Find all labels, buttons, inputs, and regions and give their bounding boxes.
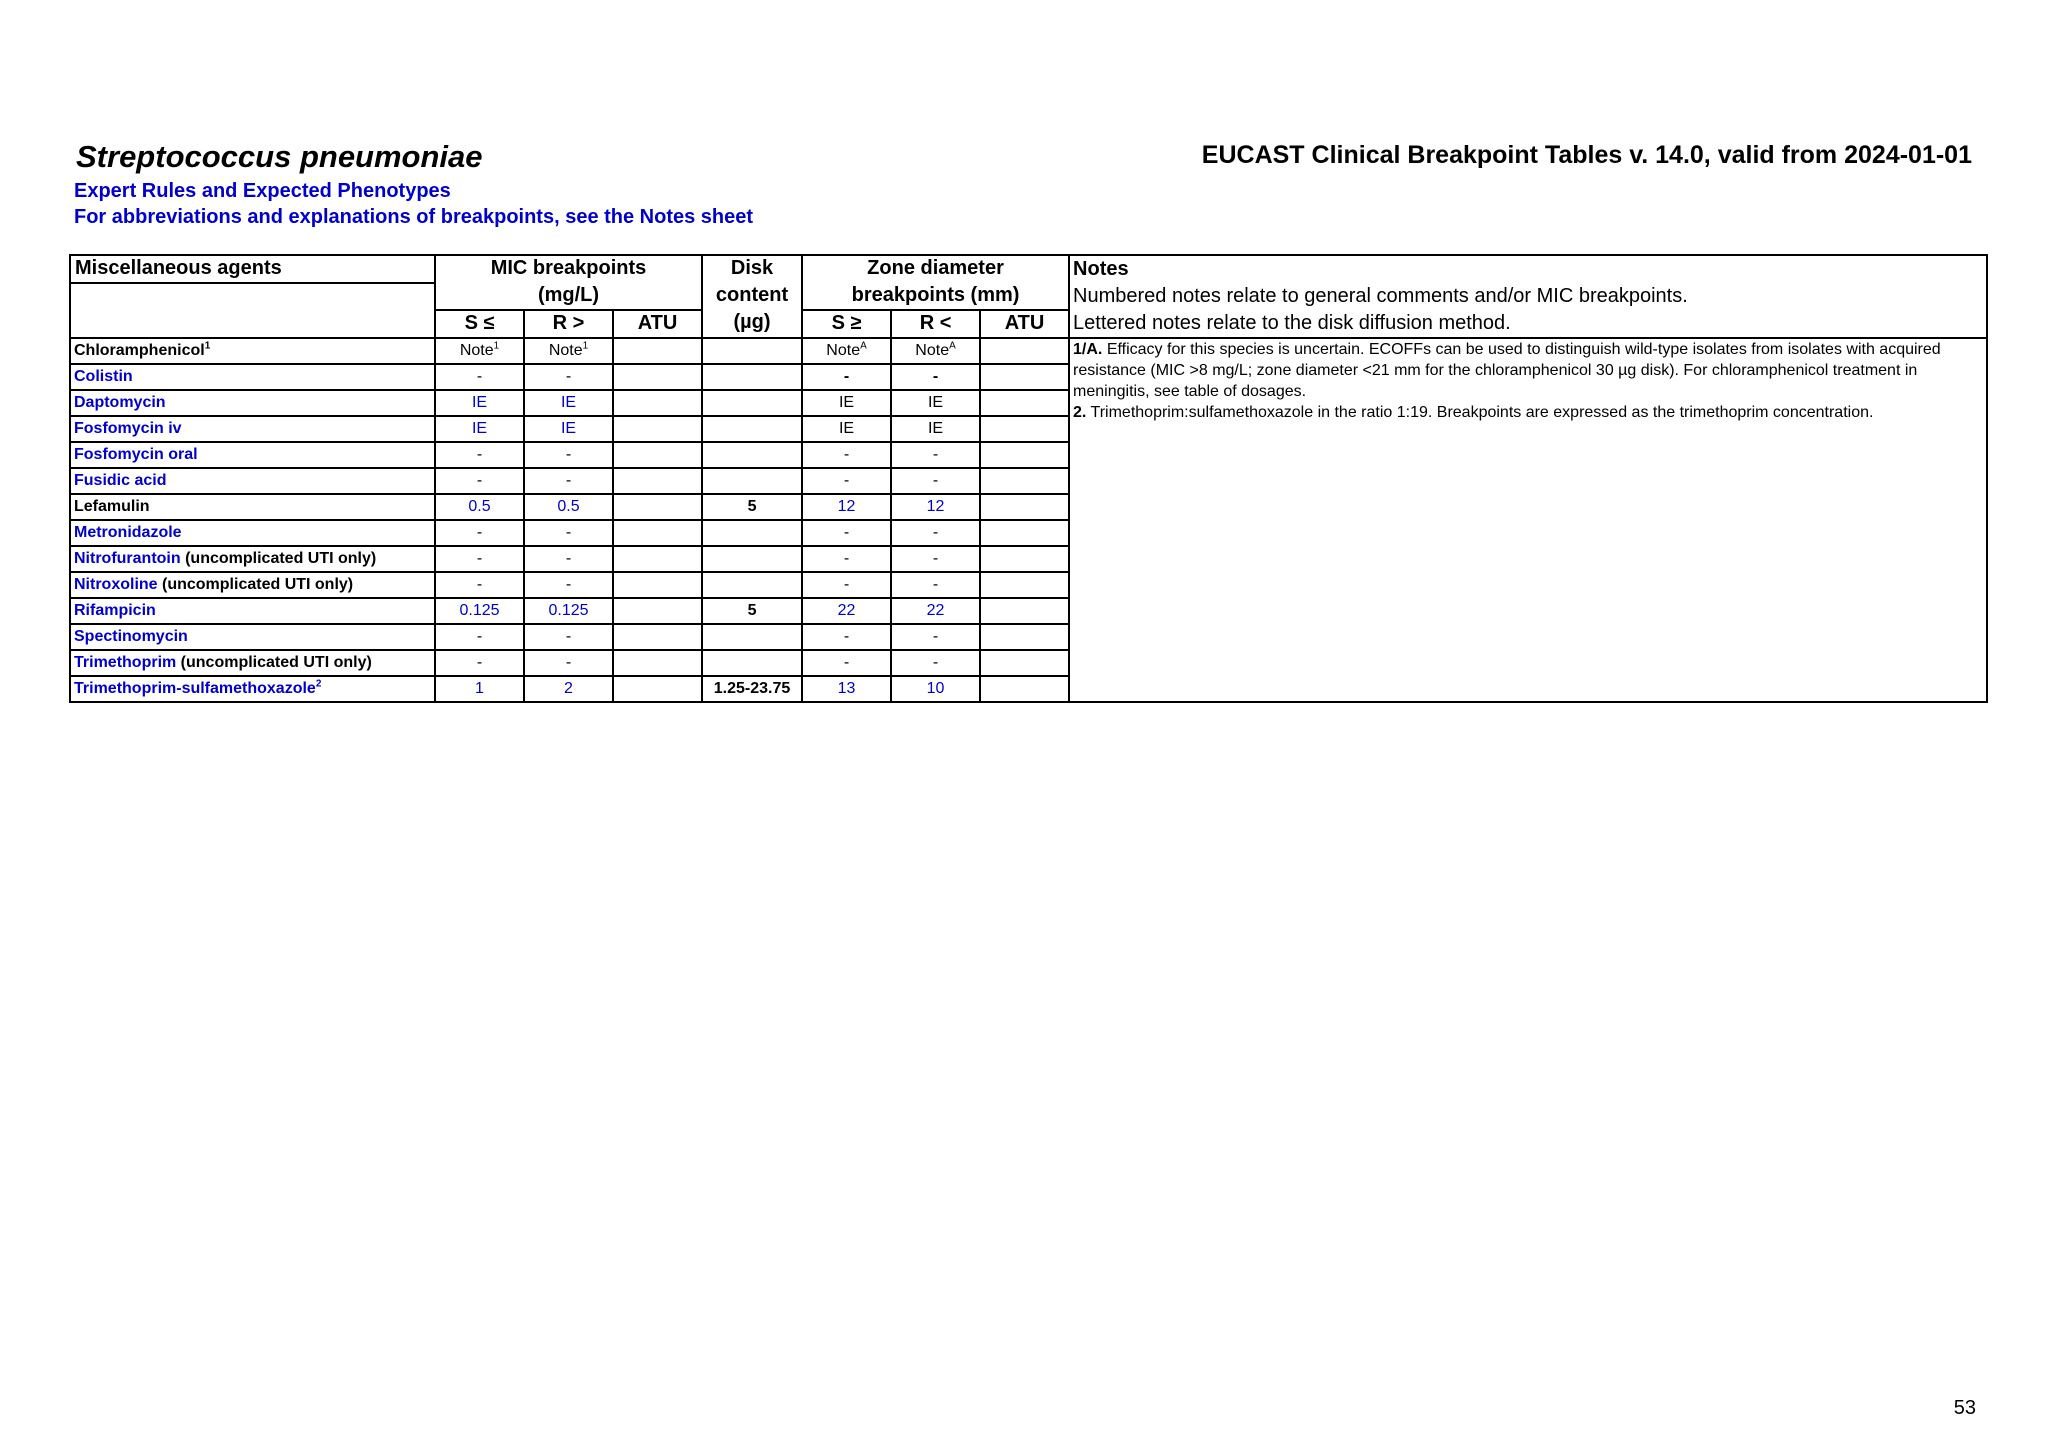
- zone-atu-value: [980, 364, 1069, 390]
- mic-r-value: -: [524, 364, 613, 390]
- mic-unit-header: (mg/L): [435, 283, 702, 310]
- mic-atu-value: [613, 650, 702, 676]
- breakpoint-table: [69, 254, 1988, 703]
- zone-s-value: 13: [802, 676, 891, 702]
- page-number: 53: [1953, 1397, 1976, 1419]
- mic-atu-value: [613, 442, 702, 468]
- zone-atu-value: [980, 468, 1069, 494]
- notes-sheet-link[interactable]: For abbreviations and explanations of breakpoints, see the Notes sheet: [74, 206, 754, 228]
- zone-r-value: -: [891, 572, 980, 598]
- mic-s-value: -: [435, 572, 524, 598]
- zone-atu-value: [980, 442, 1069, 468]
- disk-header-2: content: [702, 283, 802, 310]
- mic-r-value: -: [524, 572, 613, 598]
- agent-name: Rifampicin: [70, 598, 435, 624]
- mic-atu-value: [613, 546, 702, 572]
- mic-atu-value: [613, 598, 702, 624]
- mic-s-value: IE: [435, 390, 524, 416]
- disk-header: Disk: [702, 255, 802, 283]
- mic-r-value: IE: [524, 390, 613, 416]
- mic-s-value: -: [435, 546, 524, 572]
- mic-s-value: 1: [435, 676, 524, 702]
- disk-content-value: [702, 624, 802, 650]
- agent-name: Fosfomycin iv: [70, 416, 435, 442]
- disk-unit-header: (µg): [702, 310, 802, 338]
- mic-atu-value: [613, 494, 702, 520]
- zone-s-value: -: [802, 520, 891, 546]
- col-mic-atu: ATU: [613, 310, 702, 338]
- mic-r-value: -: [524, 624, 613, 650]
- disk-content-value: [702, 546, 802, 572]
- agent-name: Chloramphenicol$^1$: [70, 338, 435, 364]
- zone-atu-value: [980, 572, 1069, 598]
- zone-r-value: -: [891, 520, 980, 546]
- mic-atu-value: [613, 468, 702, 494]
- col-zone-r: R <: [891, 310, 980, 338]
- disk-content-value: [702, 338, 802, 364]
- mic-atu-value: [613, 416, 702, 442]
- mic-s-value: -: [435, 624, 524, 650]
- disk-content-value: [702, 390, 802, 416]
- zone-r-value: 22: [891, 598, 980, 624]
- agents-header: Miscellaneous agents: [70, 255, 435, 283]
- zone-header: Zone diameter: [802, 255, 1069, 283]
- page-title: Streptococcus pneumoniae: [76, 139, 483, 174]
- agent-name: Fosfomycin oral: [70, 442, 435, 468]
- mic-s-value: 0.5: [435, 494, 524, 520]
- zone-s-value: -: [802, 442, 891, 468]
- disk-content-value: [702, 520, 802, 546]
- zone-r-value: -: [891, 442, 980, 468]
- zone-r-value: -: [891, 650, 980, 676]
- mic-s-value: -: [435, 468, 524, 494]
- mic-s-value: -: [435, 364, 524, 390]
- zone-r-value: IE: [891, 390, 980, 416]
- zone-atu-value: [980, 390, 1069, 416]
- agent-name: Nitroxoline (uncomplicated UTI only): [70, 572, 435, 598]
- zone-atu-value: [980, 494, 1069, 520]
- mic-atu-value: [613, 676, 702, 702]
- zone-unit-header: breakpoints (mm): [802, 283, 1069, 310]
- mic-r-value: -: [524, 650, 613, 676]
- disk-content-value: [702, 364, 802, 390]
- disk-content-value: [702, 442, 802, 468]
- agent-name: Fusidic acid: [70, 468, 435, 494]
- zone-r-value: 10: [891, 676, 980, 702]
- mic-atu-value: [613, 338, 702, 364]
- agent-name: Lefamulin: [70, 494, 435, 520]
- notes-header: Notes: [1069, 255, 1987, 283]
- mic-s-value: -: [435, 520, 524, 546]
- zone-s-value: 12: [802, 494, 891, 520]
- disk-content-value: 1.25-23.75: [702, 676, 802, 702]
- zone-r-value: -: [891, 624, 980, 650]
- expert-rules-link[interactable]: Expert Rules and Expected Phenotypes: [74, 180, 451, 202]
- zone-s-value: -: [802, 546, 891, 572]
- mic-atu-value: [613, 624, 702, 650]
- mic-s-value: IE: [435, 416, 524, 442]
- agent-name: Trimethoprim-sulfamethoxazole$^2$: [70, 676, 435, 702]
- disk-content-value: 5: [702, 494, 802, 520]
- table-row: [70, 338, 1987, 364]
- disk-content-value: [702, 468, 802, 494]
- mic-r-value: Note$^1$: [524, 338, 613, 364]
- zone-atu-value: [980, 650, 1069, 676]
- mic-r-value: -: [524, 468, 613, 494]
- zone-s-value: IE: [802, 416, 891, 442]
- version-label: EUCAST Clinical Breakpoint Tables v. 14.0, valid from 2024-01-01: [1201, 141, 1972, 169]
- zone-atu-value: [980, 624, 1069, 650]
- zone-s-value: 22: [802, 598, 891, 624]
- zone-s-value: IE: [802, 390, 891, 416]
- disk-content-value: [702, 572, 802, 598]
- mic-r-value: 0.5: [524, 494, 613, 520]
- zone-r-value: Note$^A$: [891, 338, 980, 364]
- zone-atu-value: [980, 676, 1069, 702]
- agent-name: Colistin: [70, 364, 435, 390]
- col-zone-s: S ≥: [802, 310, 891, 338]
- agent-name: Metronidazole: [70, 520, 435, 546]
- mic-r-value: 0.125: [524, 598, 613, 624]
- notes-line-2: Lettered notes relate to the disk diffusion method.: [1069, 310, 1987, 338]
- mic-r-value: -: [524, 546, 613, 572]
- disk-content-value: 5: [702, 598, 802, 624]
- zone-s-value: -: [802, 624, 891, 650]
- zone-r-value: -: [891, 546, 980, 572]
- mic-s-value: -: [435, 650, 524, 676]
- note-item: 1/A. Efficacy for this species is uncertain. ECOFFs can be used to distinguish wild-type isolates from isolates with acquired resistance (MIC >8 mg/L; zone diameter <21 mm for the chloramphenicol 30 µg disk). For chloramphenicol treatment in meningitis, see table of dosages.: [1073, 341, 1941, 400]
- zone-atu-value: [980, 520, 1069, 546]
- zone-s-value: -: [802, 468, 891, 494]
- mic-r-value: -: [524, 520, 613, 546]
- agent-name: Spectinomycin: [70, 624, 435, 650]
- zone-s-value: -: [802, 572, 891, 598]
- zone-s-value: -: [802, 364, 891, 390]
- zone-r-value: -: [891, 468, 980, 494]
- mic-atu-value: [613, 364, 702, 390]
- mic-r-value: IE: [524, 416, 613, 442]
- mic-r-value: -: [524, 442, 613, 468]
- agent-name: Nitrofurantoin (uncomplicated UTI only): [70, 546, 435, 572]
- agent-name: Daptomycin: [70, 390, 435, 416]
- zone-atu-value: [980, 546, 1069, 572]
- mic-s-value: 0.125: [435, 598, 524, 624]
- zone-r-value: -: [891, 364, 980, 390]
- zone-s-value: Note$^A$: [802, 338, 891, 364]
- notes-line-1: Numbered notes relate to general comments and/or MIC breakpoints.: [1069, 283, 1987, 310]
- col-mic-s: S ≤: [435, 310, 524, 338]
- mic-atu-value: [613, 390, 702, 416]
- zone-atu-value: [980, 416, 1069, 442]
- notes-body: [1069, 338, 1987, 702]
- mic-s-value: -: [435, 442, 524, 468]
- mic-header: MIC breakpoints: [435, 255, 702, 283]
- disk-content-value: [702, 416, 802, 442]
- mic-s-value: Note$^1$: [435, 338, 524, 364]
- col-zone-atu: ATU: [980, 310, 1069, 338]
- mic-atu-value: [613, 520, 702, 546]
- zone-r-value: IE: [891, 416, 980, 442]
- note-item: 2. Trimethoprim:sulfamethoxazole in the ratio 1:19. Breakpoints are expressed as the trimethoprim concentration.: [1073, 404, 1874, 421]
- col-mic-r: R >: [524, 310, 613, 338]
- mic-r-value: 2: [524, 676, 613, 702]
- mic-atu-value: [613, 572, 702, 598]
- zone-r-value: 12: [891, 494, 980, 520]
- zone-s-value: -: [802, 650, 891, 676]
- zone-atu-value: [980, 338, 1069, 364]
- disk-content-value: [702, 650, 802, 676]
- agent-name: Trimethoprim (uncomplicated UTI only): [70, 650, 435, 676]
- zone-atu-value: [980, 598, 1069, 624]
